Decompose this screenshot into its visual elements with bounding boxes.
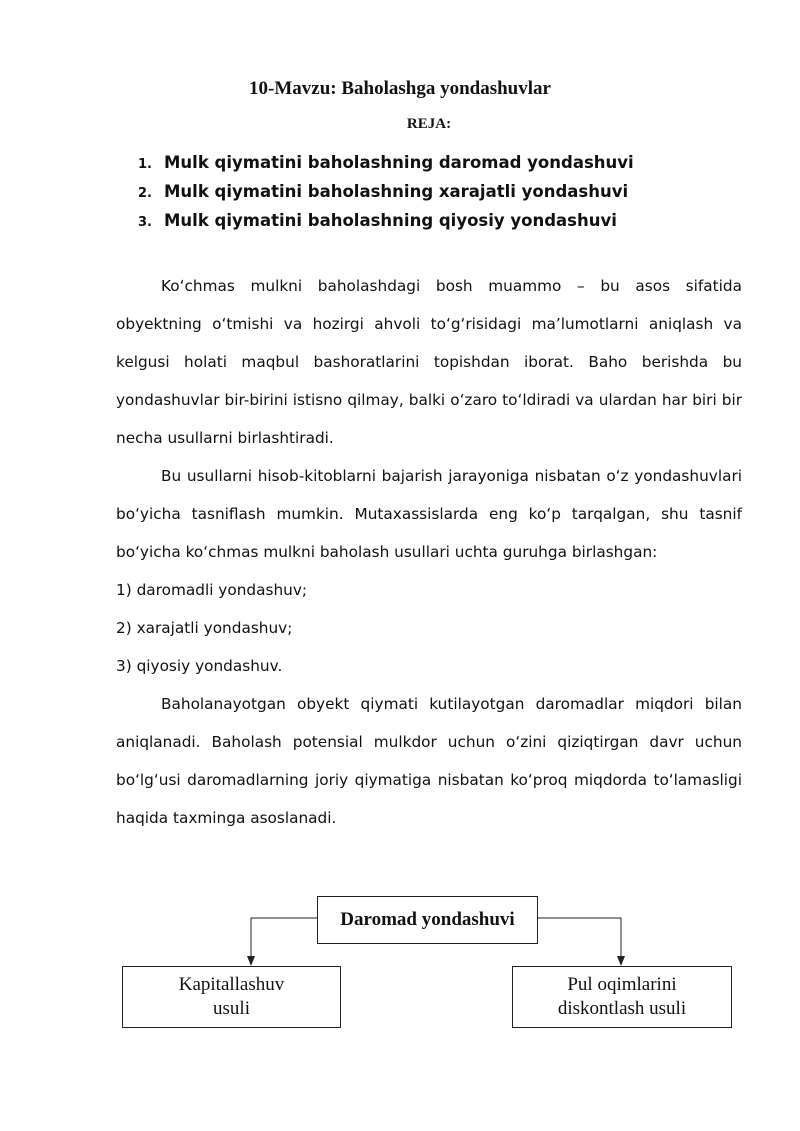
diagram-box-capitalization [122,966,341,1028]
plan-item-number: 1. [138,157,152,172]
paragraph-3: Baholanayotgan obyekt qiymati kutilayotgan daromadlar miqdori bilan aniqlanadi. Baholash potensial mulkdor uchun oʻzini qiziqtirgan davr uchun boʻlgʻusi daromadlarning joriy qiymatiga nisbatan koʻproq miqdorda toʻlamasligi haqida taxminga asoslanadi. [116,695,742,827]
diagram-box-income-approach: Daromad yondashuvi [317,896,538,944]
paragraph-2: Bu usullarni hisob-kitoblarni bajarish jarayoniga nisbatan oʻz yondashuvlari boʻyicha tasniflash mumkin. Mutaxassislarda eng koʻp tarqalgan, shu tasnif boʻyicha koʻchmas mulkni baholash usullari uchta guruhga birlashgan: [116,467,742,561]
plan-item [138,177,634,206]
plan-item-text: Mulk qiymatini baholashning daromad yondashuvi [164,153,634,172]
list-item-income: 1) daromadli yondashuv; [116,581,308,599]
paragraph-1: Koʻchmas mulkni baholashdagi bosh muammo – bu asos sifatida obyektning oʻtmishi va hozirgi ahvoli toʻgʻrisidagi maʼlumotlarni aniqlash va kelgusi holati maqbul bashoratlarini topishdan iborat. Baho berishda bu yondashuvlar bir-birini istisno qilmay, balki oʻzaro toʻldiradi va ulardan har biri bir necha usullarni birlashtiradi. [116,277,742,447]
list-item-comparative: 3) qiyosiy yondashuv. [116,657,283,675]
approach-diagram [0,880,800,1050]
plan-heading: REJA: [406,116,452,132]
diagram-box-line: Kapitallashuv [178,974,285,995]
plan-item [138,148,634,177]
plan-list [138,148,634,235]
connector-left [251,918,317,958]
plan-item-text: Mulk qiymatini baholashning xarajatli yondashuvi [164,182,629,201]
connector-right [538,918,621,958]
plan-item-number: 2. [138,186,152,201]
plan-item [138,206,634,235]
diagram-box-discounted-cash-flow [512,966,732,1028]
plan-item-number: 3. [138,215,152,230]
list-item-cost: 2) xarajatli yondashuv; [116,619,293,637]
arrow-left-icon [247,956,255,966]
diagram-box-line: diskontlash usuli [557,998,687,1019]
plan-item-text: Mulk qiymatini baholashning qiyosiy yondashuvi [164,211,617,230]
arrow-right-icon [617,956,625,966]
diagram-box-line: Pul oqimlarini [567,974,677,995]
body-text [116,267,742,837]
diagram-box-line: usuli [213,998,250,1019]
page-title: 10-Mavzu: Baholashga yondashuvlar [249,78,551,99]
